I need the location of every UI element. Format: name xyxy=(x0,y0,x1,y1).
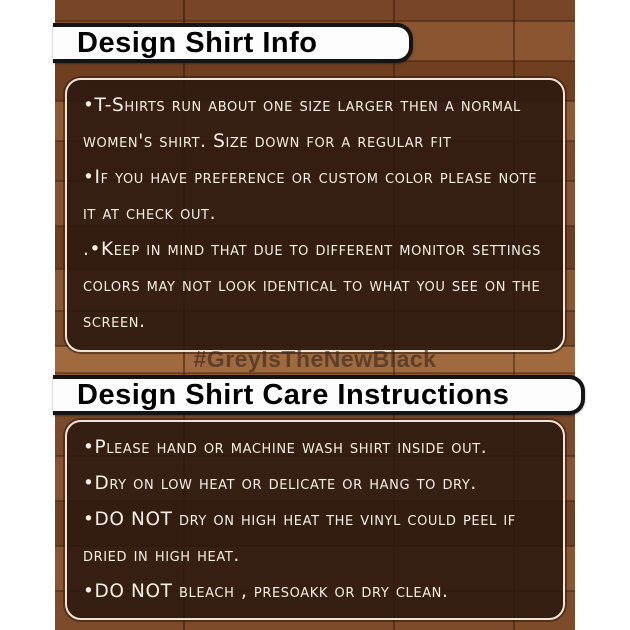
care-bullet-dry: •Dry on low heat or delicate or hang to dry. xyxy=(83,473,477,494)
care-panel xyxy=(65,420,565,620)
care-bullet-no-bleach: •DO NOT bleach , presoakk or dry clean. xyxy=(83,581,449,602)
care-bullet-wash: •Please hand or machine wash shirt inside out. xyxy=(83,437,488,458)
watermark-text: #GreyIsTheNewBlack xyxy=(193,346,437,372)
info-title-banner xyxy=(53,23,413,63)
care-title: Design Shirt Care Instructions xyxy=(77,378,510,411)
care-title-banner xyxy=(53,375,585,415)
info-bullet-monitor: .•Keep in mind that due to different monitor settings colors may not look identical to what you see on the screen. xyxy=(83,239,541,332)
care-bullet-no-high-heat: •DO NOT dry on high heat the vinyl could peel if dried in high heat. xyxy=(83,509,516,566)
wood-background xyxy=(55,0,575,630)
info-panel xyxy=(65,78,565,352)
info-title: Design Shirt Info xyxy=(77,26,318,59)
info-bullet-custom-color: •If you have preference or custom color please note it at check out. xyxy=(83,167,538,224)
info-bullet-sizing: •T-Shirts run about one size larger then a normal women's shirt. Size down for a regular fit xyxy=(83,95,521,152)
